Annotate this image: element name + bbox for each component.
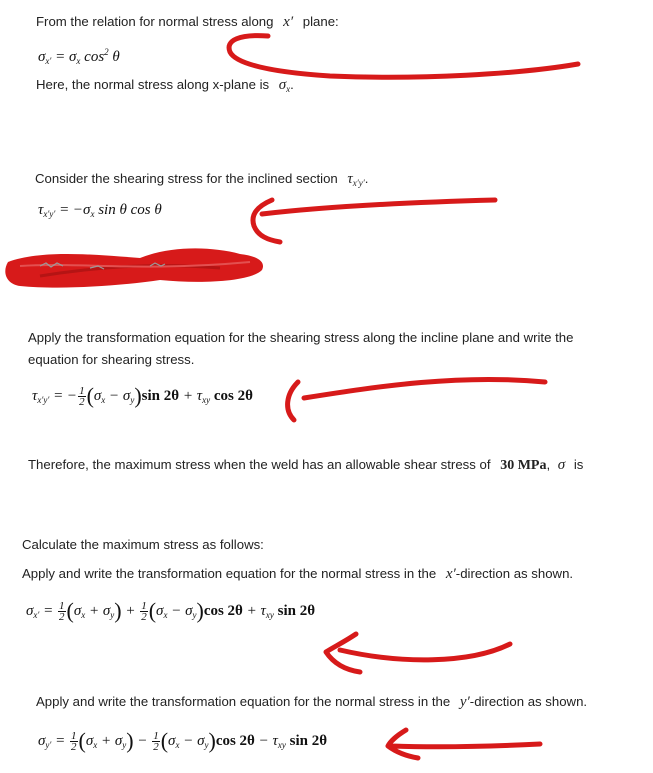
sec3-line4-sep: , xyxy=(546,457,551,472)
sec3-line4-prefix: Therefore, the maximum stress when the weld has an allowable shear stress of xyxy=(28,457,491,472)
sec1-line1-var: x′ xyxy=(283,14,294,30)
sec4-line3-prefix: Apply and write the transformation equation for the normal stress in the xyxy=(36,694,451,709)
sec4-line2-prefix: Apply and write the transformation equation for the normal stress in the xyxy=(22,566,437,581)
scribbled-out-text xyxy=(5,248,263,287)
sec3-line4-suffix: is xyxy=(573,457,584,472)
equation-normal-stress-xprime: $\sigma_{x'} = \sigma_x$ $\cos^2 \theta$ xyxy=(38,47,120,66)
sec2-line1-sub: x′y′ xyxy=(352,178,365,188)
sec4-line3-suffix: -direction as shown. xyxy=(469,694,588,709)
sec1-line1-suffix: plane: xyxy=(302,14,339,29)
sec4-line2-suffix: -direction as shown. xyxy=(455,566,574,581)
red-arrow-4 xyxy=(326,634,510,672)
equation-shear-transformation: $\tau_{x'y'}$ = − $\frac{1}{2}$ $(\sigma_x - \sigma_y)\sin$ $2\theta + \tau_{xy}$ cos 2θ xyxy=(32,383,253,409)
red-arrow-2 xyxy=(253,200,495,242)
sec1-line3-prefix: Here, the normal stress along x-plane is xyxy=(36,77,270,92)
equation-shear-stress-incline: $\tau_{x'y'} = -\sigma_x$ sin θ cos θ xyxy=(38,202,162,219)
red-arrow-3 xyxy=(288,379,545,420)
red-arrow-1 xyxy=(229,36,578,78)
sec2-line1-var: τ xyxy=(347,171,353,187)
sec4-line1: Calculate the maximum stress as follows: xyxy=(22,537,264,552)
sec1-line3-var: σ xyxy=(278,77,287,93)
sec1-line3-sub: x xyxy=(286,84,291,94)
sec3-line4-var: σ xyxy=(557,457,566,473)
sec4-line3-var: y′ xyxy=(459,694,470,710)
sec3-line2: equation for shearing stress. xyxy=(28,352,195,367)
sec3-line1: Apply the transformation equation for the shearing stress along the incline plane and write the xyxy=(28,330,574,345)
sec4-line2-var: x′ xyxy=(445,566,456,582)
sec1-line1-prefix: From the relation for normal stress along xyxy=(36,14,274,29)
sec1-line3-end: . xyxy=(290,77,294,92)
sec2-line1-prefix: Consider the shearing stress for the inclined section xyxy=(35,171,338,186)
sec2-line1-end: . xyxy=(364,171,369,186)
equation-normal-xprime-transformation: $\sigma_{x'}$ = $\frac{1}{2}$ $(\sigma_x + \sigma_y)$ + $\frac{1}{2}$ $(\sigma_x - \sigma_y)\cos$ $2\theta + \tau_{xy}$ sin 2θ xyxy=(26,598,316,624)
red-arrow-5 xyxy=(388,730,540,758)
equation-normal-yprime-transformation: $\sigma_{y'}$ = $\frac{1}{2}$ $(\sigma_x + \sigma_y)$ − $\frac{1}{2}$ $(\sigma_x - \sigma_y)\cos$ $2\theta - \tau_{xy}$ sin 2θ xyxy=(38,728,328,754)
allowable-shear-value: 30 MPa xyxy=(500,458,547,473)
